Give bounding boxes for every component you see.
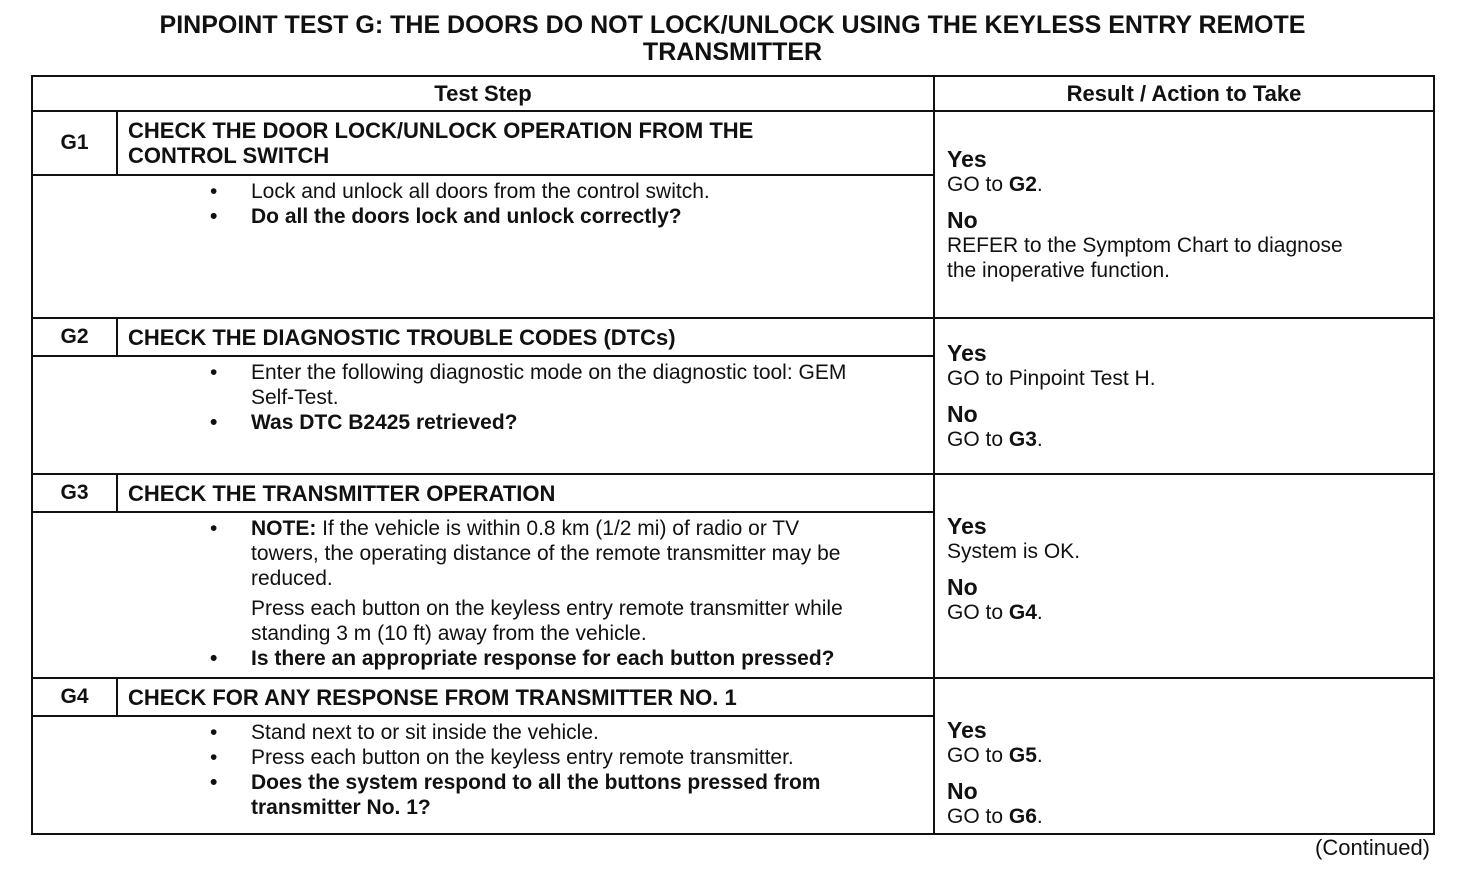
list-item: • Lock and unlock all doors from the control switch.: [210, 180, 710, 203]
step-id: G3: [32, 474, 117, 512]
result-yes: Yes GO to G5.: [947, 717, 1043, 767]
title-line-1: PINPOINT TEST G: THE DOORS DO NOT LOCK/UNLOCK USING THE KEYLESS ENTRY REMOTE: [159, 11, 1306, 39]
list-item: • Do all the doors lock and unlock correctly?: [210, 205, 682, 228]
note-label: NOTE:: [251, 517, 317, 540]
step-title: CHECK THE DIAGNOSTIC TROUBLE CODES (DTCs): [117, 318, 934, 356]
step-title-row: [32, 474, 1434, 512]
step-body: [117, 175, 934, 318]
list-item: • Does the system respond to all the buttons pressed from transmitter No. 1?: [210, 771, 821, 819]
step-id: G4: [32, 678, 117, 716]
result-yes: Yes System is OK.: [947, 513, 1081, 563]
result-cell: [934, 474, 1434, 678]
step-title-row: [32, 318, 1434, 356]
step-title: CHECK THE TRANSMITTER OPERATION: [117, 474, 934, 512]
header-test-step: Test Step: [32, 76, 934, 111]
step-id: G1: [32, 111, 117, 175]
title-line-2: TRANSMITTER: [642, 38, 823, 66]
result-cell: [934, 318, 1434, 474]
page-title: [0, 12, 1465, 66]
step-body: [117, 716, 934, 834]
result-no: No GO to G4.: [947, 574, 1043, 624]
step-title: CHECK FOR ANY RESPONSE FROM TRANSMITTER NO. 1: [117, 678, 934, 716]
continued-label: (Continued): [1315, 835, 1430, 860]
result-cell: [934, 111, 1434, 318]
step-title-row: [32, 111, 1434, 175]
result-no: No GO to G6.: [947, 778, 1043, 828]
result-cell: [934, 678, 1434, 834]
step-body: [117, 512, 934, 678]
result-yes: Yes GO to G2.: [947, 146, 1043, 196]
header-row: [32, 76, 1434, 111]
step-title-row: [32, 678, 1434, 716]
list-item: • Is there an appropriate response for each button pressed?: [210, 647, 835, 670]
list-item: • Enter the following diagnostic mode on the diagnostic tool: GEM Self-Test.: [210, 361, 847, 409]
pinpoint-test-table: [31, 75, 1435, 835]
list-item: • Was DTC B2425 retrieved?: [210, 411, 518, 434]
list-item: • Press each button on the keyless entry remote transmitter.: [210, 746, 794, 769]
header-result: Result / Action to Take: [934, 76, 1434, 111]
list-item: • NOTE: If the vehicle is within 0.8 km (1/2 mi) of radio or TV towers, the operating distance of the remote transmitter may be reduced. Press each button on the keyless entry remote transmitter while standing 3 m (10 ft) away from the vehicle.: [210, 517, 843, 645]
step-body: [117, 356, 934, 474]
result-yes: Yes GO to Pinpoint Test H.: [947, 340, 1156, 390]
step-id: G2: [32, 318, 117, 356]
list-item: • Stand next to or sit inside the vehicle.: [210, 721, 599, 744]
step-title: CHECK THE DOOR LOCK/UNLOCK OPERATION FROM THE CONTROL SWITCH: [117, 111, 934, 175]
result-no: No GO to G3.: [947, 401, 1043, 451]
result-no: No REFER to the Symptom Chart to diagnose the inoperative function.: [947, 207, 1343, 282]
